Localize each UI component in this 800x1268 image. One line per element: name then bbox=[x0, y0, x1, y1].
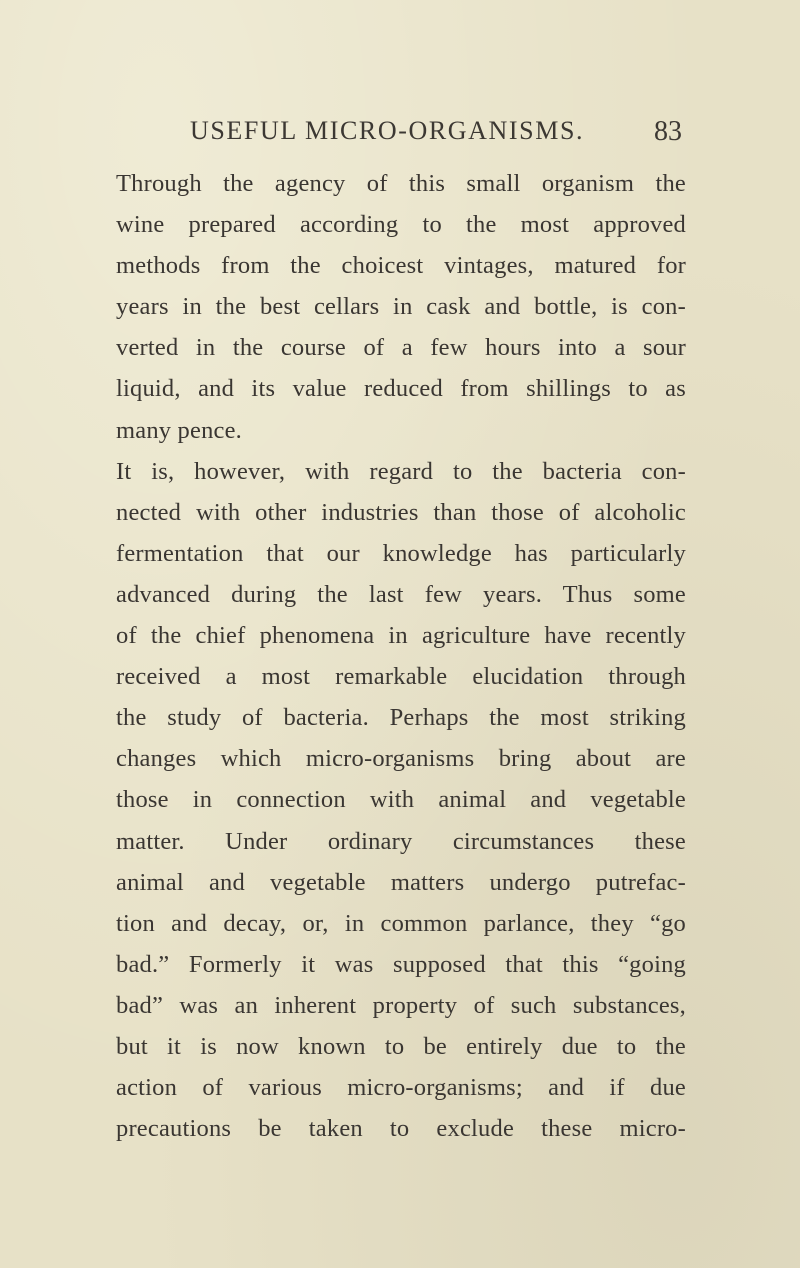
text-line: years in the best cellars in cask and bottle, is con- bbox=[116, 293, 686, 321]
text-line: those in connection with animal and vegetable bbox=[116, 786, 686, 814]
page-number: 83 bbox=[654, 116, 682, 147]
text-line: but it is now known to be entirely due to the bbox=[116, 1032, 686, 1060]
running-title: USEFUL MICRO-ORGANISMS. bbox=[190, 116, 585, 145]
text-line: advanced during the last few years. Thus some bbox=[116, 580, 686, 608]
text-line: nected with other industries than those of alcoholic bbox=[116, 498, 686, 526]
running-head bbox=[118, 116, 682, 156]
text-line: bad.” Formerly it was supposed that this “going bbox=[116, 950, 686, 978]
text-line: changes which micro-organisms bring about are bbox=[116, 745, 686, 773]
text-line: received a most remarkable elucidation through bbox=[116, 663, 686, 691]
text-line: action of various micro-organisms; and if due bbox=[116, 1074, 686, 1102]
text-line: fermentation that our knowledge has particularly bbox=[116, 539, 686, 567]
text-line: liquid, and its value reduced from shillings to as bbox=[116, 375, 686, 403]
text-line: matter. Under ordinary circumstances these bbox=[116, 827, 686, 855]
text-line: precautions be taken to exclude these micro- bbox=[116, 1115, 686, 1143]
text-line: wine prepared according to the most approved bbox=[116, 211, 686, 239]
text-line: bad” was an inherent property of such substances, bbox=[116, 991, 686, 1019]
text-line: the study of bacteria. Perhaps the most striking bbox=[116, 704, 686, 732]
text-line: tion and decay, or, in common parlance, they “go bbox=[116, 909, 686, 937]
text-line: methods from the choicest vintages, matured for bbox=[116, 252, 686, 280]
text-line: animal and vegetable matters undergo putrefac- bbox=[116, 868, 686, 896]
text-line: verted in the course of a few hours into a sour bbox=[116, 334, 686, 362]
paragraph-end-line: many pence. bbox=[116, 416, 243, 444]
text-line: It is, however, with regard to the bacteria con- bbox=[116, 457, 686, 485]
text-line: of the chief phenomena in agriculture have recently bbox=[116, 622, 686, 650]
text-line: Through the agency of this small organism the bbox=[116, 170, 686, 197]
body-text bbox=[116, 163, 686, 1149]
